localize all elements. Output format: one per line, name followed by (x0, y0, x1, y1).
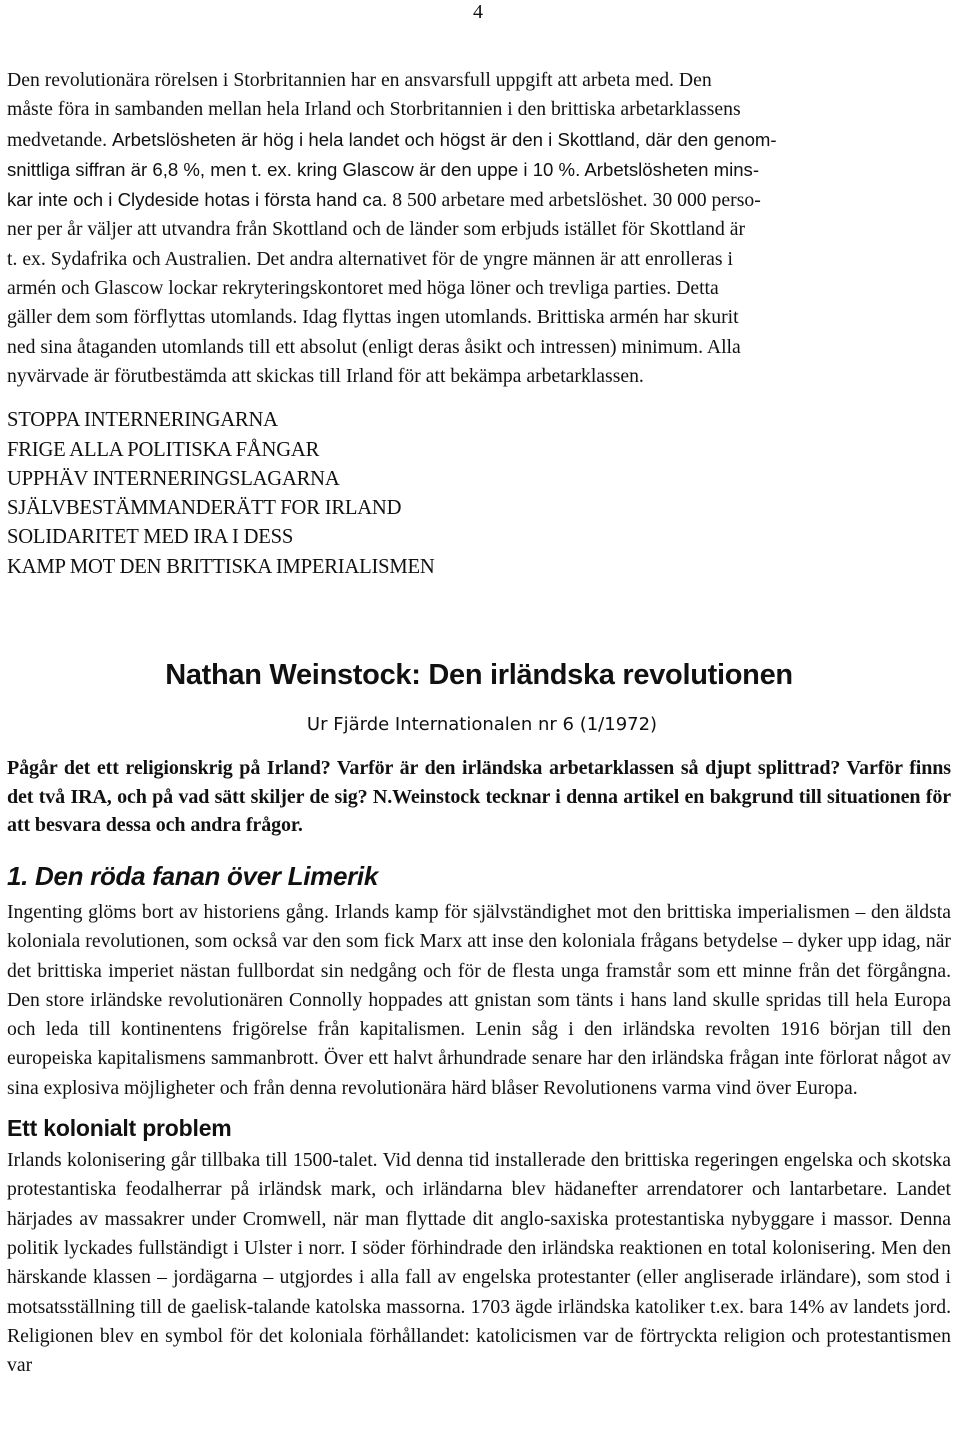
section-heading: 1. Den röda fanan över Limerik (7, 860, 379, 891)
slogan-sjalvbestammanderatt: SJÄLVBESTÄMMANDERÄTT FOR IRLAND (7, 497, 402, 520)
document-body (7, 66, 951, 1380)
intro-line-11: gäller dem som förflyttas utomlands. Idag flyttas ingen utomlands. Brittiska armén har skurit (7, 306, 739, 329)
article-source: Ur Fjärde Internationalen nr 6 (1/1972) (306, 714, 658, 736)
page-number: 4 (473, 1, 483, 23)
intro-line-13: nyvärvade är förutbestämda att skickas till Irland för att bekämpa arbetarklassen. (7, 364, 644, 387)
slogan-upphav-interneringslagarna: UPPHÄV INTERNERINGSLAGARNA (7, 467, 340, 490)
slogan-solidaritet-med-ira: SOLIDARITET MED IRA I DESS (7, 526, 294, 549)
section-paragraph: Ingenting glöms bort av historiens gång. Irlands kamp för självständighet mot den brittiska imperialismen – den äldsta koloniala revolutionen, som också var den som fick Marx att inse den koloniala frågans betydelse – dyker upp idag, när det brittiska imperiet nästan fullbordat sin nedgång och för de flesta unga framstår som ett minne från det förgångna. Den store irländske revolutionären Connolly hoppades att gnistan som tänts i hans land skulle spridas till hela Europa och leda till kontinentens frigörelse från kapitalismen. Lenin såg i den irländska revolten 1916 början till den europeiska kapitalismens sammanbrott. Över ett halvt århundrade senare har den irländska frågan inte förlorat något av sina explosiva möjligheter och från denna revolutionära härd blåser Revolutionens varma vind över Europa. (7, 900, 951, 1099)
intro-line-4: Arbetslösheten är hög i hela landet och högst är den i Skottland, där den genom- (111, 128, 777, 150)
article-lead: Pågår det ett religionskrig på Irland? Varför är den irländska arbetarklassen så djupt splittrad? Varför finns det två IRA, och på vad sätt skiljer de sig? N.Weinstock tecknar i denna artikel en bakgrund till situationen för att besvara dessa och andra frågor. (7, 757, 951, 837)
intro-line-2: måste föra in sambanden mellan hela Irland och Storbritannien i den brittiska arbetarklassens (7, 98, 741, 121)
subsection-heading: Ett kolonialt problem (7, 1115, 232, 1142)
slogan-list (7, 406, 951, 582)
intro-line-12: ned sina åtaganden utomlands till ett absolut (enligt deras åsikt och intressen) minimum. Alla (7, 335, 741, 358)
intro-line-6: kar inte och i Clydeside hotas i första hand ca. (7, 189, 388, 211)
slogan-frige-politiska-fangar: FRIGE ALLA POLITISKA FÅNGAR (7, 438, 320, 461)
intro-line-8: ner per år väljer att utvandra från Skottland och de länder som erbjuds istället för Skottland är (7, 218, 746, 241)
intro-line-10: armén och Glascow lockar rekryteringskontoret med höga löner och trevliga parties. Detta (7, 277, 719, 300)
subsection-paragraph: Irlands kolonisering går tillbaka till 1500-talet. Vid denna tid installerade den brittiska regeringen engelska och skotska protestantiska feodalherrar på irländsk mark, och irländarna blev hädanefter arrendatorer och lantarbetare. Landet härjades av massakrer under Cromwell, när man flyttade dit anglo-saxiska protestantiska nybyggare i massor. Denna politik lyckades fullständigt i Ulster i norr. I söder förhindrade den irländska reaktionen en total kolonisering. Men den härskande klassen – jordägarna – utgjordes i alla fall av engelska protestanter (eller angliserade irländare), som stod i motsatsställning till de gaelisk-talande katolska massorna. 1703 ägde irländska katoliker t.ex. bara 14% av landets jord. Religionen blev en symbol för det koloniala förhållandet: katolicismen var de förtryckta religion och protestantismen var (7, 1149, 951, 1377)
article-title: Nathan Weinstock: Den irländska revolutionen (165, 659, 793, 692)
intro-line-9: t. ex. Sydafrika och Australien. Det andra alternativet för de yngre männen är att enrolleras i (7, 247, 733, 270)
intro-line-1: Den revolutionära rörelsen i Storbritannien har en ansvarsfull uppgift att arbeta med. Den (7, 69, 712, 91)
slogan-kamp-mot-imperialismen: KAMP MOT DEN BRITTISKA IMPERIALISMEN (7, 555, 435, 578)
intro-line-3: medvetande. (7, 128, 108, 151)
slogan-stoppa-interneringarna: STOPPA INTERNERINGARNA (7, 409, 278, 432)
intro-line-5: snittliga siffran är 6,8 %, men t. ex. kring Glascow är den uppe i 10 %. Arbetslösheten mins- (7, 158, 760, 180)
intro-line-7: 8 500 arbetare med arbetslöshet. 30 000 perso- (392, 189, 761, 212)
intro-paragraph (7, 66, 951, 391)
